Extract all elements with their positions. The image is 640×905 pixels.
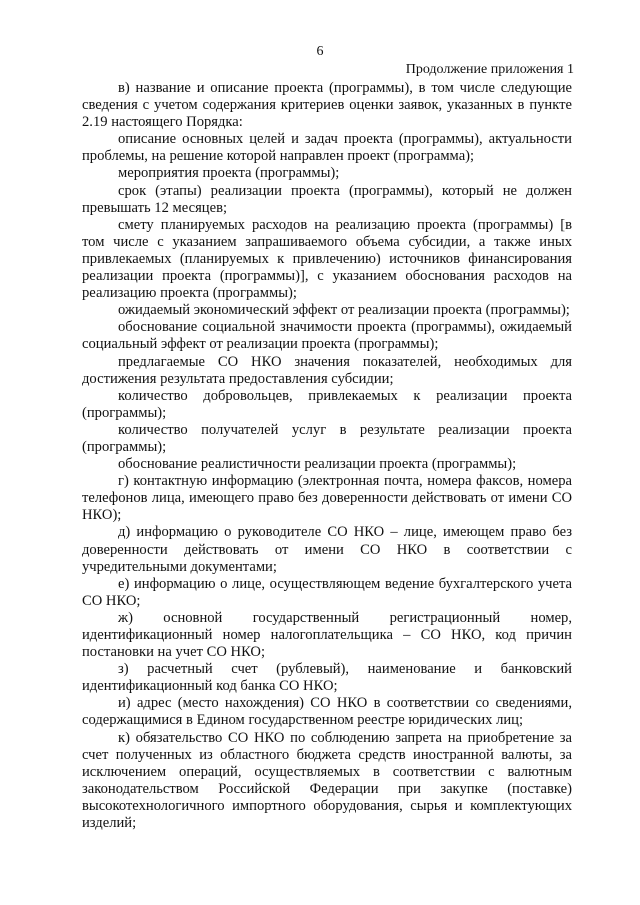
appendix-continuation-label: Продолжение приложения 1 — [405, 62, 574, 77]
paragraph-social-significance: обоснование социальной значимости проекта (программы), ожидаемый социальный эффект от реализации проекта (программы); — [82, 319, 572, 353]
paragraph-item-e: е) информацию о лице, осуществляющем ведение бухгалтерского учета СО НКО; — [82, 575, 572, 609]
paragraph-item-v: в) название и описание проекта (программы), в том числе следующие сведения с учетом содержания критериев оценки заявок, указанных в пункте 2.19 настоящего Порядка: — [82, 80, 572, 131]
document-body — [82, 80, 572, 832]
paragraph-economic-effect: ожидаемый экономический эффект от реализации проекта (программы); — [118, 302, 570, 319]
paragraph-item-z: з) расчетный счет (рублевый), наименование и банковский идентификационный код банка СО НКО; — [82, 661, 572, 695]
paragraph-indicator-values: предлагаемые СО НКО значения показателей, необходимых для достижения результата предоставления субсидии; — [82, 353, 572, 387]
paragraph-item-g: г) контактную информацию (электронная почта, номера факсов, номера телефонов лица, имеющего право без доверенности действовать от имени СО НКО); — [82, 473, 572, 524]
paragraph-item-d: д) информацию о руководителе СО НКО – лице, имеющем право без доверенности действовать от имени СО НКО в соответствии с учредительными документами; — [82, 524, 572, 575]
paragraph-item-i: и) адрес (место нахождения) СО НКО в соответствии со сведениями, содержащимися в Едином государственном реестре юридических лиц; — [82, 695, 572, 729]
page-number: 6 — [316, 44, 324, 59]
paragraph-goals-description: описание основных целей и задач проекта (программы), актуальности проблемы, на решение которой направлен проект (программа); — [82, 131, 572, 165]
paragraph-item-k: к) обязательство СО НКО по соблюдению запрета на приобретение за счет полученных из областного бюджета средств иностранной валюты, за исключением операций, осуществляемых в соответствии с валютным законодательством Российской Федерации при закупке (поставке) высокотехнологичного импортного оборудования, сырья и комплектующих изделий; — [82, 729, 572, 832]
paragraph-volunteers-count: количество добровольцев, привлекаемых к реализации проекта (программы); — [82, 387, 572, 421]
paragraph-project-activities: мероприятия проекта (программы); — [118, 165, 340, 182]
paragraph-recipients-count: количество получателей услуг в результате реализации проекта (программы); — [82, 421, 572, 455]
paragraph-cost-estimate: смету планируемых расходов на реализацию проекта (программы) [в том числе с указанием запрашиваемого объема субсидии, а также иных привлекаемых (планируемых к привлечению) источников финансирования реализации проекта (программы)], с указанием обоснования расходов на реализацию проекта (программы); — [82, 216, 572, 302]
paragraph-project-term: срок (этапы) реализации проекта (программы), который не должен превышать 12 месяцев; — [82, 182, 572, 216]
paragraph-item-zh: ж) основной государственный регистрационный номер, идентификационный номер налогоплательщика – СО НКО, код причин постановки на учет СО НКО; — [82, 609, 572, 661]
paragraph-realism-justification: обоснование реалистичности реализации проекта (программы); — [118, 456, 517, 473]
